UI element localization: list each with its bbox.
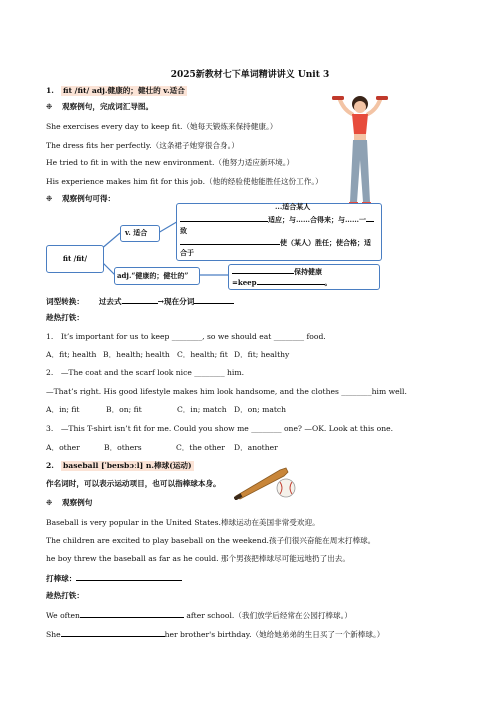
q2-option: D．on; match [234, 405, 287, 414]
play-baseball-label: 打棒球： [46, 574, 77, 583]
mind-map-root [46, 245, 104, 273]
present-participle-blank [194, 295, 234, 304]
past-tense-label: 过去式 [98, 297, 122, 306]
q2-option: A．in; fit [46, 405, 80, 414]
practice-1-blank [80, 609, 184, 618]
q1-option: A．fit; health [46, 350, 97, 359]
instruction-conclude: 观察例句可得： [62, 194, 116, 203]
practice-1-start: We often [46, 611, 80, 620]
example-sentence: The children are excited to play baseball on the weekend.孩子们很兴奋能在周末打棒球。 [46, 536, 376, 545]
mind-map-adj-node [114, 267, 200, 285]
adj-line-2: =keep [232, 278, 257, 287]
star-icon: ❉ [46, 194, 53, 203]
star-icon: ❉ [46, 498, 53, 507]
question-3: 3. —This T-shirt isn’t fit for me. Could you show me ________ one? —OK. Look at this one. [46, 424, 393, 433]
practice-2-start: She [46, 630, 61, 639]
section-1-number: 1. [46, 86, 54, 95]
example-sentence: he boy threw the baseball as far as he could. 那个男孩把棒球尽可能远地扔了出去。 [46, 554, 350, 563]
star-icon: ❉ [46, 102, 53, 111]
instruction-observe: 观察例句，完成词汇导图。 [62, 102, 154, 111]
section-2-note: 作名词时，可以表示运动项目，也可以指棒球本身。 [46, 479, 221, 488]
practice-1-end: after school.（我们放学后经常在公园打棒球。） [186, 611, 352, 620]
baseball-bat-icon [234, 466, 298, 500]
example-sentence: The dress fits her perfectly.（这条裙子她穿很合身。） [46, 141, 239, 150]
practice-label: 趁热打铁： [46, 591, 84, 600]
section-2-number: 2. [46, 461, 54, 470]
page-title: 2025新教材七下单词精讲讲义 Unit 3 [170, 70, 330, 80]
past-tense-blank [122, 295, 158, 304]
section-1-heading: fit /fit/ adj.健康的；健壮的 v.适合 [63, 86, 185, 95]
q3-option: D．another [234, 443, 278, 452]
example-sentence: He tried to fit in with the new environment.（他努力适应新环境。） [46, 158, 295, 167]
q3-option: C．the other [176, 443, 225, 452]
present-participle-label: →现在分词 [157, 297, 195, 306]
mind-map-verb-node [120, 225, 160, 242]
verb-node-label: v. 适合 [125, 228, 148, 237]
practice-2-blank [61, 628, 165, 637]
verb-line-2: 适应；与……合得来；与……一 [268, 215, 366, 224]
example-sentence: His experience makes him fit for this job.（他的经验使他能胜任这份工作。） [46, 177, 323, 186]
q3-option: A．other [46, 443, 80, 452]
verb-line-5: 合于 [180, 248, 194, 257]
question-2: 2. —The coat and the scarf look nice ________ him. [46, 368, 244, 377]
q1-option: D．fit; healthy [234, 350, 290, 359]
question-2-response: —That’s right. His good lifestyle makes him look handsome, and the clothes ________him well. [46, 387, 407, 396]
play-baseball-blank [76, 572, 182, 581]
q1-option: C．health; fit [177, 350, 228, 359]
adj-line-3: 。 [324, 278, 332, 287]
adj-line-1: 保持健康 [294, 267, 322, 276]
q3-option: B．others [104, 443, 142, 452]
section-2-heading: baseball [ˈbeɪsbɔːl] n.棒球(运动) [63, 461, 192, 470]
exercising-woman-illustration [330, 90, 390, 210]
instruction-observe-examples: 观察例句 [62, 498, 93, 507]
conversion-label: 词型转换： [46, 297, 84, 306]
example-sentence: She exercises every day to keep fit.（她每天锻炼来保持健康。） [46, 122, 278, 131]
q2-option: C．in; match [177, 405, 227, 414]
practice-2-end: her brother's birthday.（她给她弟弟的生日买了一个新棒球。） [164, 630, 385, 639]
example-sentence: Baseball is very popular in the United States.棒球运动在美国非常受欢迎。 [46, 518, 320, 527]
practice-label: 趁热打铁： [46, 313, 84, 322]
mind-map-verb-detail [176, 203, 382, 261]
mind-map-root-label: fit /fit/ [62, 254, 88, 263]
verb-line-3: 致 [180, 226, 187, 235]
q1-option: B．health; health [103, 350, 170, 359]
adj-node-label: adj.“健康的；健壮的” [117, 271, 189, 280]
q2-option: B．on; fit [106, 405, 142, 414]
question-1: 1. It’s important for us to keep ________, so we should eat ________ food. [46, 332, 326, 341]
mind-map-adj-detail [228, 264, 380, 290]
verb-line-4: 使（某人）胜任；使合格；适 [280, 238, 371, 247]
verb-line-1: ...适合某人 [275, 202, 311, 211]
